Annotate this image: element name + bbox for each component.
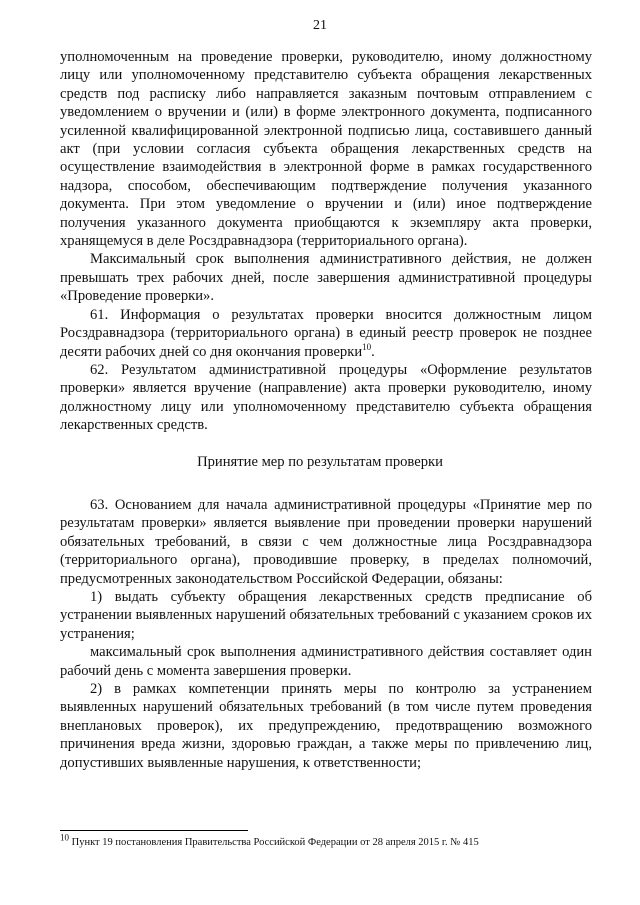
footnote-reference: 10	[362, 341, 372, 352]
text-block-bottom	[60, 496, 592, 772]
paragraph-continuation: уполномоченным на проведение проверки, руководителю, иному должностному лицу или уполномоченному представителю субъекта обращения лекарственных средств под расписку либо направляется заказным почтовым отправлением с уведомлением о вручении и (или) в форме электронного документа, подписанного усиленной квалифицированной электронной подписью лица, составившего данный акт (при условии согласия субъекта обращения лекарственных средств на осуществление взаимодействия в электронной форме в рамках государственного надзора, способом, обеспечивающим подтверждение получения указанного документа. При этом уведомление о вручении и (или) иное подтверждение получения указанного документа приобщаются к экземпляру акта проверки, хранящемуся в деле Росздравнадзора (территориального органа).	[60, 49, 592, 250]
footnote-number: 10	[60, 832, 69, 843]
text-block-top	[60, 48, 592, 435]
page-number: 21	[313, 18, 327, 33]
footnote-text: Пункт 19 постановления Правительства Российской Федерации от 28 апреля 2015 г. № 415	[69, 837, 479, 848]
paragraph-61: 61. Информация о результатах проверки вносится должностным лицом Росздравнадзора (территориального органа) в единый реестр проверок не позднее десяти рабочих дней со дня окончания проверки$^{10}$.	[60, 306, 592, 360]
paragraph-max-term-2: максимальный срок выполнения административного действия составляет один рабочий день с момента завершения проверки.	[60, 644, 592, 679]
section-heading: Принятие мер по результатам проверки	[197, 454, 443, 470]
list-item-1: 1) выдать субъекту обращения лекарственных средств предписание об устранении выявленных нарушений обязательных требований с указанием сроков их устранения;	[60, 589, 592, 642]
list-item-2: 2) в рамках компетенции принять меры по контролю за устранением выявленных нарушений обязательных требований (в том числе путем проведения внеплановых проверок), их предупреждению, предотвращению возможного причинения вреда жизни, здоровью граждан, а также меры по привлечению лиц, допустивших выявленные нарушения, к ответственности;	[60, 681, 592, 771]
paragraph-61-text: 61. Информация о результатах проверки вносится должностным лицом Росздравнадзора (территориального органа) в единый реестр проверок не позднее десяти рабочих дней со дня окончания проверки	[60, 306, 592, 360]
paragraph-max-term: Максимальный срок выполнения административного действия, не должен превышать трех рабочих дней, после завершения административной процедуры «Проведение проверки».	[60, 251, 592, 305]
paragraph-62: 62. Результатом административной процедуры «Оформление результатов проверки» является вручение (направление) акта проверки руководителю, иному должностному лицу или уполномоченному представителю субъекта обращения лекарственных средств.	[60, 361, 592, 434]
footnote	[60, 832, 600, 849]
paragraph-63: 63. Основанием для начала административной процедуры «Принятие мер по результатам проверки» является выявление при проведении проверки нарушений обязательных требований, в связи с чем должностные лица Росздравнадзора (территориального органа), проводившие проверку, в пределах полномочий, предусмотренных законодательством Российской Федерации, обязаны:	[60, 497, 592, 587]
footnote-divider	[60, 830, 248, 831]
